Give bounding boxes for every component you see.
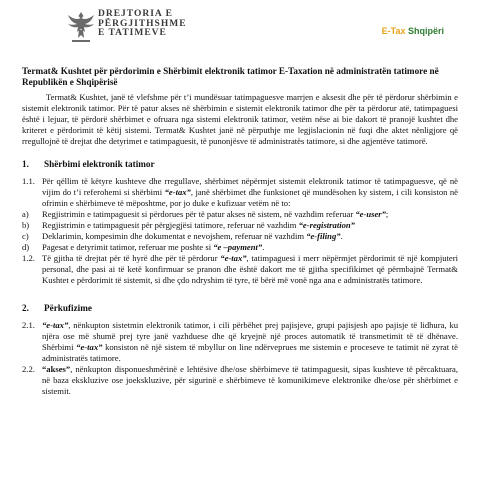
term: “akses” xyxy=(42,364,71,374)
eagle-emblem-icon xyxy=(64,8,98,46)
section-number: 1. xyxy=(22,159,29,169)
sub-item xyxy=(22,231,458,242)
clause-text-part: Të gjitha të drejtat për të hyrë dhe për të përdorur xyxy=(42,253,221,263)
document-body xyxy=(22,66,458,397)
sub-item-letter: b) xyxy=(22,220,30,230)
term: “e-tax” xyxy=(42,320,69,330)
term: “e-tax” xyxy=(164,187,191,197)
sub-item-text xyxy=(42,242,458,253)
page-header xyxy=(0,0,480,62)
sub-item xyxy=(22,242,458,253)
term: “e-user” xyxy=(355,209,386,219)
clause-text xyxy=(42,253,458,286)
section-heading xyxy=(22,303,458,314)
org-line: DREJTORIA E xyxy=(98,9,173,19)
sub-item xyxy=(22,220,458,231)
clause-text-part: , janë shërbimet dhe funksionet që mundësohen ky sistem, i cili konsiston në ofrimin e shërbimeve të mëposhtme, por jo duke e kufizuar vetëm në to: xyxy=(42,187,458,208)
org-line: E TATIMEVE xyxy=(98,28,167,38)
clause-number: 2.1. xyxy=(22,320,35,330)
sub-item-end: ; xyxy=(385,209,389,219)
clause-text-part: , nënkupton disponueshmërinë e lehtësive dhe/ose shërbimeve të tatimpaguesit, sipas kushteve të përcaktuara, në baza ekskluzive ose joekskluzive, për sigurinë e shërbimeve të komunikimeve elektronike dhe/ose për shërbimet e sistemit. xyxy=(42,364,458,396)
clause-1-2 xyxy=(22,253,458,286)
clause-text-part: , nënkupton sistetmin elektronik tatimor, i cili përbëhet prej pajisjeve, grupi pajisjesh apo pajisje të lidhura, ku njëra ose më shumë prej tyre janë vazhduese dhe që kryejnë një proces automatik të transmetimit të të dhënave. Shërbimi xyxy=(42,320,458,352)
sub-item-text xyxy=(42,231,458,242)
section-number: 2. xyxy=(22,303,29,313)
clause-text xyxy=(42,320,458,364)
clause-number: 1.1. xyxy=(22,176,35,186)
clause-2-2 xyxy=(22,364,458,397)
brand-shqiperi: Shqipëri xyxy=(407,26,444,36)
etax-brand xyxy=(382,26,444,36)
section-heading xyxy=(22,159,458,170)
sub-item-text-part: Regjistrimin e tatimpaguesit si përdorues për të patur akses në sistem, në vazhdim referuar xyxy=(42,209,356,219)
sub-item-text xyxy=(42,209,458,220)
organization-name xyxy=(98,10,187,39)
clause-text xyxy=(42,364,458,397)
sub-item-end: . xyxy=(262,242,265,252)
sub-item-letter: d) xyxy=(22,242,30,252)
clause-number: 2.2. xyxy=(22,364,35,374)
clause-text-part: , tatimpaguesi i merr nëpërmjet përdorimit të një kompjuteri personal, dhe pasi ai të ketë konfirmuar se pranon dhe është dakort me të gjitha specifikimet që përmbajnë Termat& Kushtet e përdorimit të sistemit, si dhe çdo ndryshim të tyre, të bërë më vonë nga ana e administratës tatimore. xyxy=(42,253,458,285)
sub-item-text xyxy=(42,220,458,231)
section-title: Përkufizime xyxy=(44,303,92,313)
clause-number: 1.2. xyxy=(22,253,35,263)
term: “e-registration” xyxy=(298,220,355,230)
intro-paragraph: Termat& Kushtet, janë të vlefshme për t’i mundësuar tatimpaguesve marrjen e aksesit dhe për të përdorur shërbimin e sistemit elektronik tatimor. Për të patur akses në shërbimin e sistemit elektronik tatimor dhe për ta përdorur atë, tatimpaguesi është i lejuar, të përdorë shërbimet e ofruara nga sistemi elektronik tatimor, vetëm nëse ai bie dakort të pranojë kushtet dhe kriteret e përdorimit të këtij sistemi. Termat& Kushtet janë në përputhje me legjislacionin në fuqi dhe aktet nënligjore që rregullojnë të drejtat dhe detyrimet e tatimpaguesit, të punonjësve të administratës tatimore, si dhe agjentëve tatimorë. xyxy=(22,92,458,146)
term: “e –payment” xyxy=(213,242,263,252)
section-title: Shërbimi elektronik tatimor xyxy=(44,159,155,169)
clause-text xyxy=(42,176,458,209)
clause-text-part: Për qëllim të këtyre kushteve dhe rregullave, shërbimet nëpërmjet sistemit elektronik tatimor të tatimpaguesve, që në vijim do t’i referohemi si shërbimi xyxy=(42,176,458,197)
sub-item-text-part: Deklarimin, kompesimin dhe dokumentat e nevojshem, referuar në vazhdim xyxy=(42,231,307,241)
document-title: Termat& Kushtet për përdorimin e Shërbimit elektronik tatimor E-Taxation në administratën tatimore në Republikën e Shqipërisë xyxy=(22,66,439,87)
clause-2-1 xyxy=(22,320,458,364)
org-line: PËRGJITHSHME xyxy=(98,18,187,29)
brand-etax: E-Tax xyxy=(381,26,406,36)
sub-item-letter: a) xyxy=(22,209,29,219)
sub-item-end: . xyxy=(340,231,343,241)
sub-item-text-part: Regjistrimin e tatimpaguesit për përgjegjësi tatimore, referuar në vazhdim xyxy=(42,220,299,230)
clause-1-1 xyxy=(22,176,458,209)
spacer xyxy=(22,286,458,295)
sub-item xyxy=(22,209,458,220)
term: “e-tax” xyxy=(76,342,103,352)
term: “e-tax” xyxy=(220,253,247,263)
sub-item-letter: c) xyxy=(22,231,29,241)
term: “e-filing” xyxy=(306,231,341,241)
sub-item-text-part: Pagesat e detyrimit tatimor, referuar me poshte si xyxy=(42,242,214,252)
clause-text-part: konsiston në një sistem të mbyllur on line ndërveprues me sistemin e proceseve te tatimit në zyrat të administratës tatimore. xyxy=(42,342,458,363)
